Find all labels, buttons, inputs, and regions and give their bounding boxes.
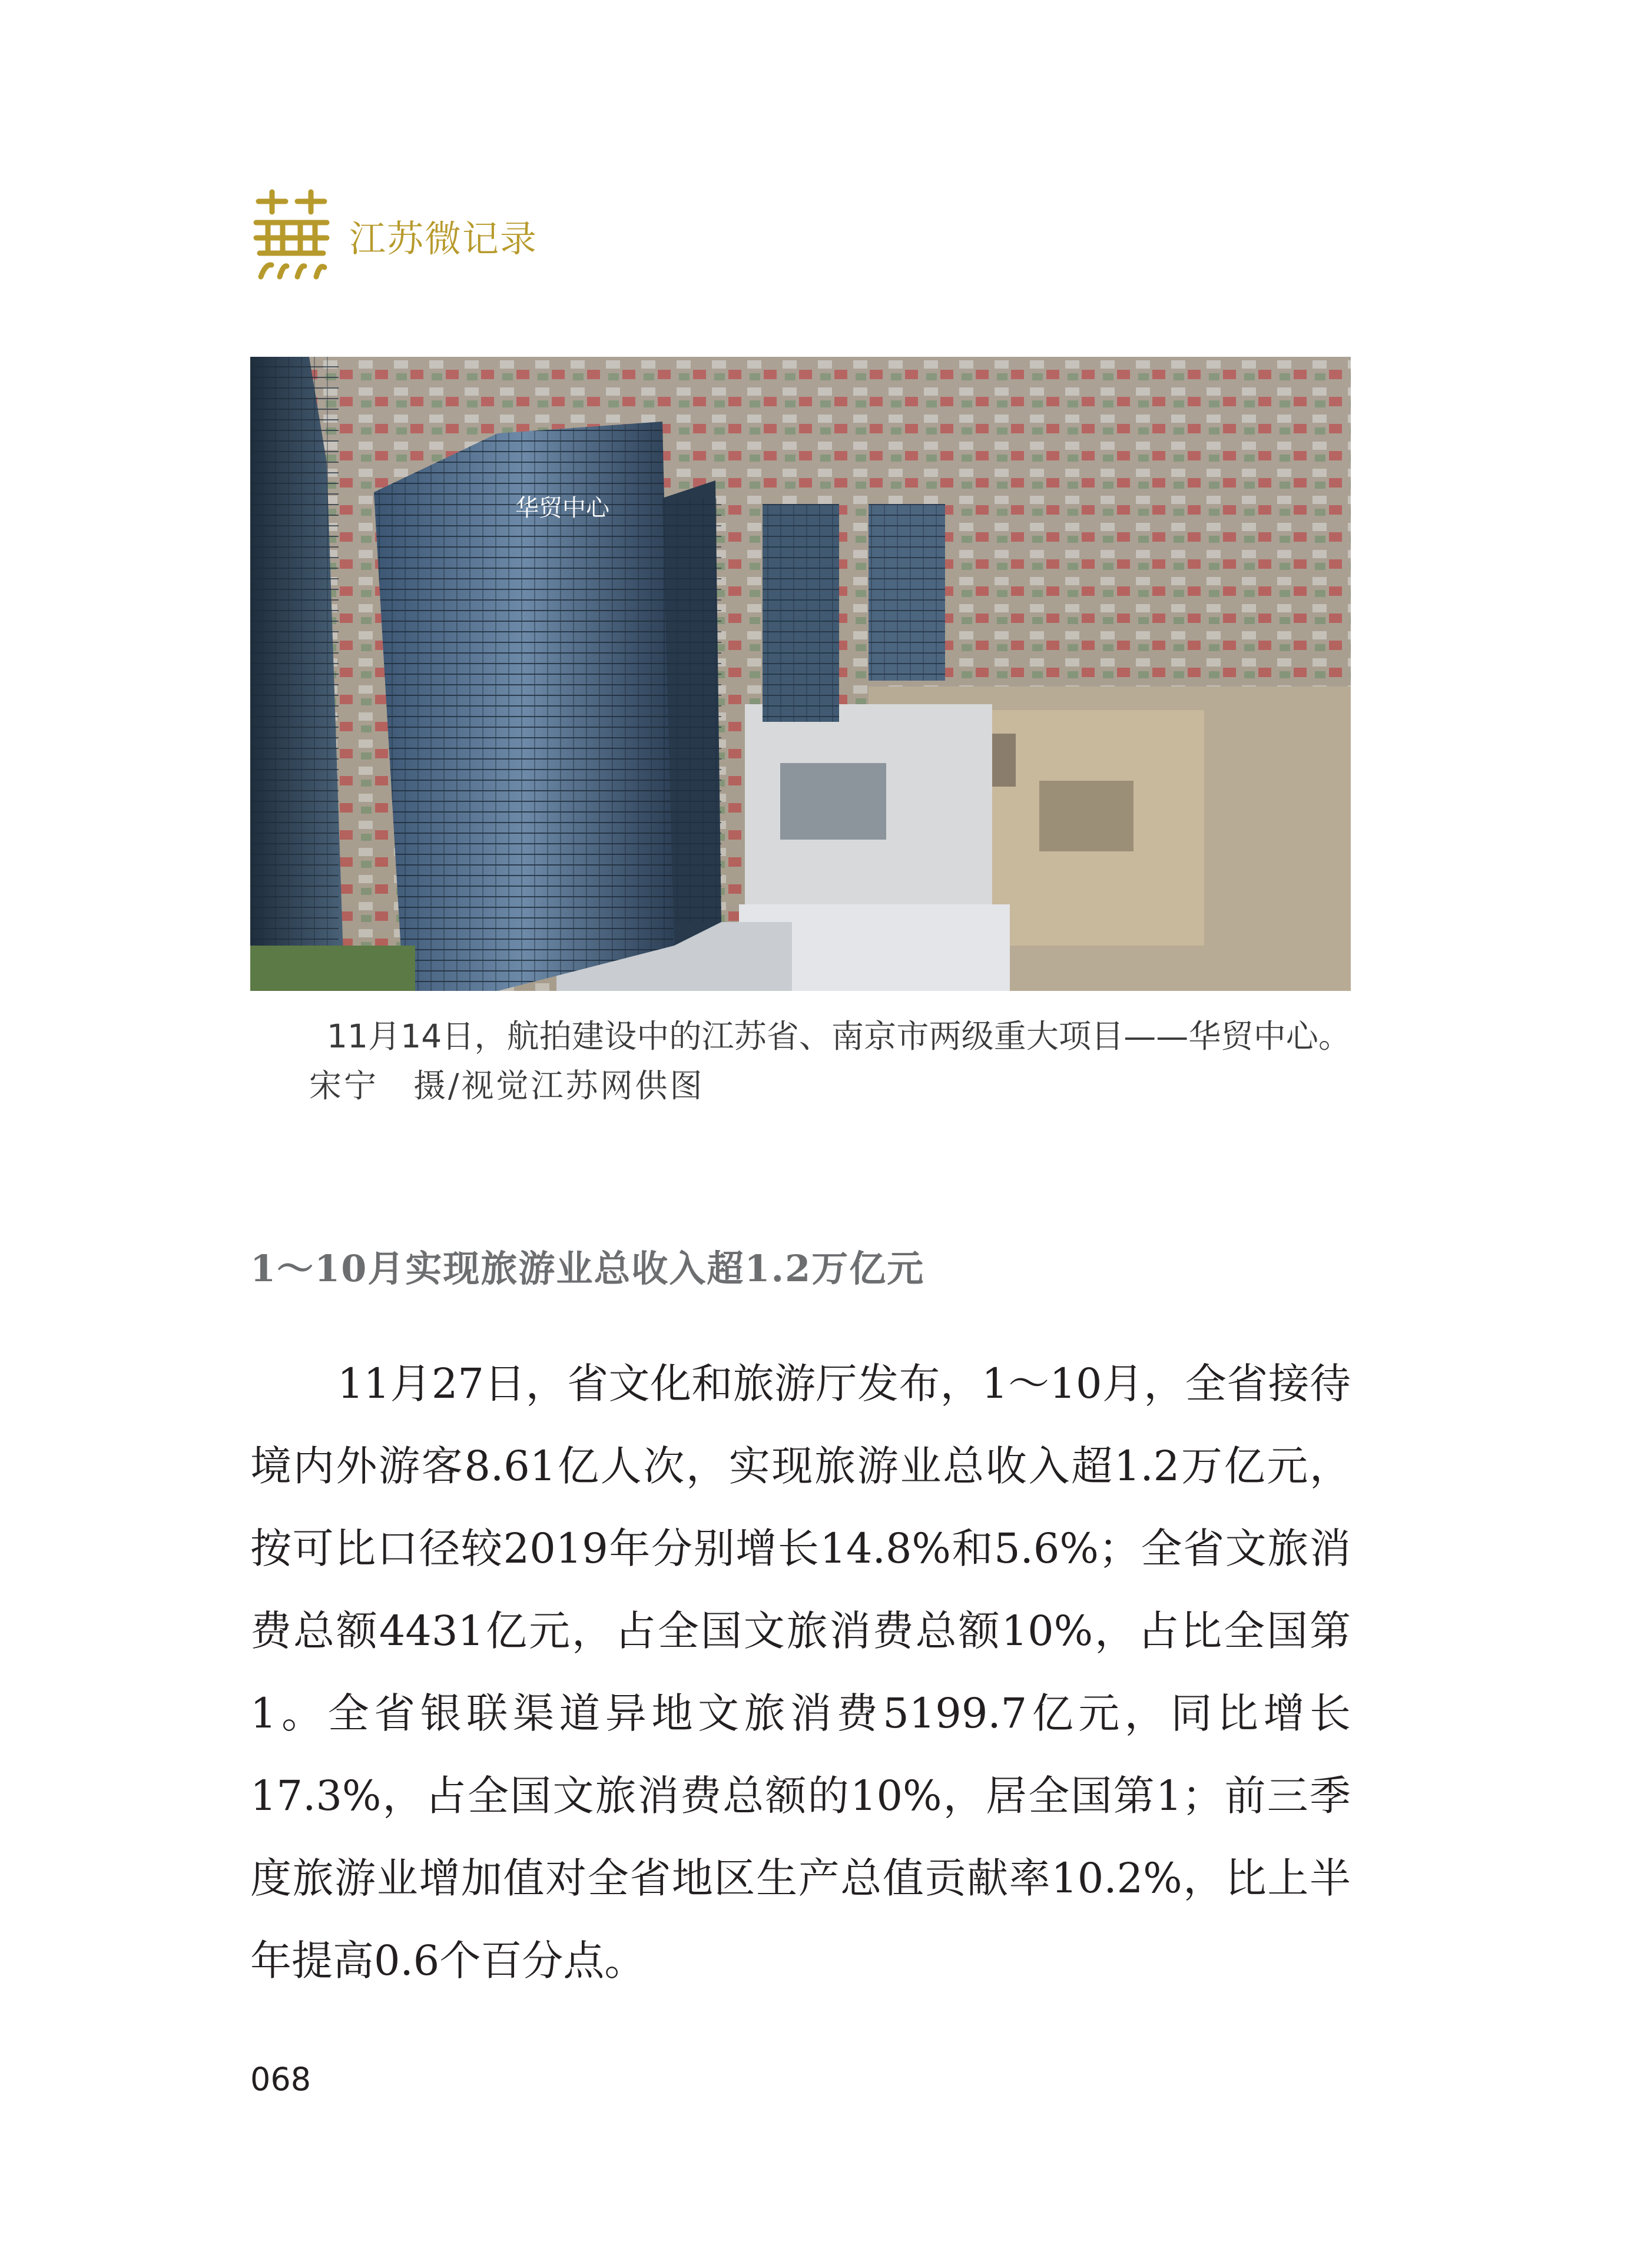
section-title: 1～10月实现旅游业总收入超1.2万亿元 xyxy=(250,1247,925,1290)
building-sign: 华贸中心 xyxy=(515,495,609,522)
caption-credit: 宋宁 摄/视觉江苏网供图 xyxy=(309,1067,705,1105)
caption-text: 11月14日，航拍建设中的江苏省、南京市两级重大项目——华贸中心。 xyxy=(327,1017,1351,1055)
aerial-photo xyxy=(250,357,1351,991)
photo-caption xyxy=(250,1012,1351,1110)
page-header xyxy=(250,188,538,283)
page-number: 068 xyxy=(250,2061,311,2098)
article-body: 11月27日，省文化和旅游厅发布，1～10月，全省接待境内外游客8.61亿人次，实现旅游业总收入超1.2万亿元，按可比口径较2019年分别增长14.8%和5.6%；全省文旅消费总额4431亿元，占全国文旅消费总额10%，占比全国第1。全省银联渠道异地文旅消费5199.7亿元，同比增长17.3%，占全国文旅消费总额的10%，居全国第1；前三季度旅游业增加值对全省地区生产总值贡献率10.2%，比上半年提高0.6个百分点。 xyxy=(250,1360,1351,1985)
header-title: 江苏微记录 xyxy=(349,217,538,260)
jiangsu-seal-icon xyxy=(250,188,333,283)
